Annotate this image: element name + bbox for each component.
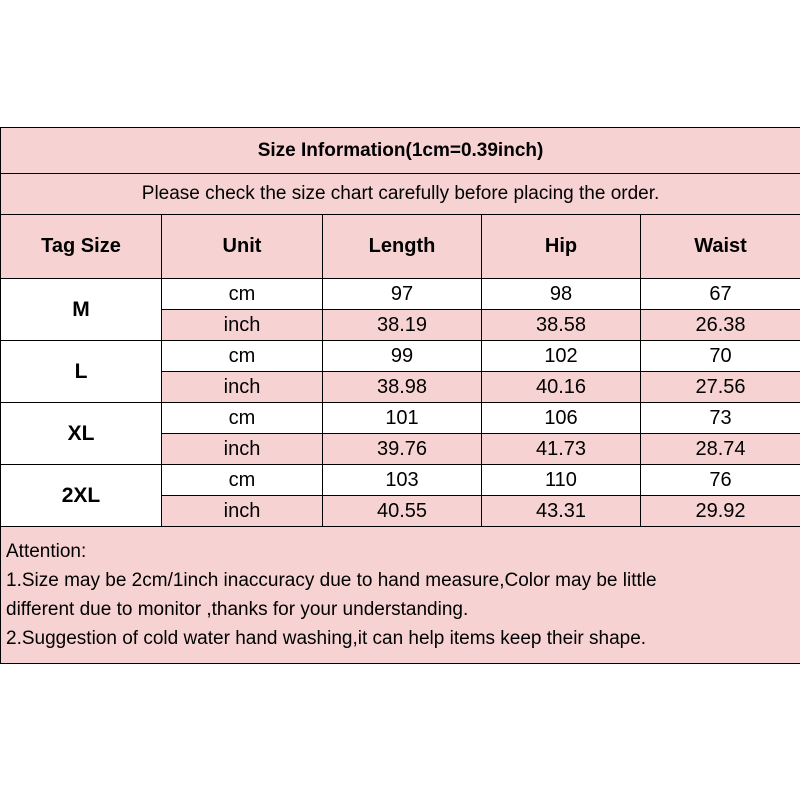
unit-cell: cm <box>162 341 323 372</box>
attention-line: 2.Suggestion of cold water hand washing,it can help items keep their shape. <box>6 628 647 649</box>
hip-cell: 106 <box>482 403 641 434</box>
size-chart-table <box>0 127 800 664</box>
waist-cell: 76 <box>641 465 800 496</box>
waist-cell: 67 <box>641 279 800 310</box>
unit-cell: cm <box>162 279 323 310</box>
length-cell: 101 <box>323 403 482 434</box>
waist-cell: 28.74 <box>641 434 800 465</box>
length-cell: 97 <box>323 279 482 310</box>
unit-cell: inch <box>162 434 323 465</box>
waist-cell: 73 <box>641 403 800 434</box>
attention-line: different due to monitor ,thanks for your understanding. <box>6 599 469 620</box>
length-cell: 99 <box>323 341 482 372</box>
tag-size-cell: L <box>1 341 162 403</box>
length-cell: 40.55 <box>323 496 482 527</box>
hip-cell: 43.31 <box>482 496 641 527</box>
header-tag-size: Tag Size <box>1 215 162 279</box>
unit-cell: inch <box>162 372 323 403</box>
hip-cell: 40.16 <box>482 372 641 403</box>
waist-cell: 26.38 <box>641 310 800 341</box>
chart-title: Size Information(1cm=0.39inch) <box>1 128 800 174</box>
hip-cell: 110 <box>482 465 641 496</box>
chart-subtitle: Please check the size chart carefully before placing the order. <box>1 174 800 215</box>
attention-line: 1.Size may be 2cm/1inch inaccuracy due to hand measure,Color may be little <box>6 570 657 591</box>
length-cell: 38.19 <box>323 310 482 341</box>
table-row <box>1 465 800 496</box>
tag-size-cell: 2XL <box>1 465 162 527</box>
length-cell: 39.76 <box>323 434 482 465</box>
waist-cell: 29.92 <box>641 496 800 527</box>
header-hip: Hip <box>482 215 641 279</box>
unit-cell: cm <box>162 403 323 434</box>
unit-cell: inch <box>162 310 323 341</box>
table-row <box>1 403 800 434</box>
hip-cell: 41.73 <box>482 434 641 465</box>
hip-cell: 38.58 <box>482 310 641 341</box>
header-length: Length <box>323 215 482 279</box>
hip-cell: 98 <box>482 279 641 310</box>
attention-notes <box>1 527 800 664</box>
unit-cell: cm <box>162 465 323 496</box>
header-unit: Unit <box>162 215 323 279</box>
length-cell: 38.98 <box>323 372 482 403</box>
unit-cell: inch <box>162 496 323 527</box>
tag-size-cell: XL <box>1 403 162 465</box>
table-row <box>1 279 800 310</box>
header-waist: Waist <box>641 215 800 279</box>
table-row <box>1 341 800 372</box>
waist-cell: 70 <box>641 341 800 372</box>
waist-cell: 27.56 <box>641 372 800 403</box>
length-cell: 103 <box>323 465 482 496</box>
attention-heading: Attention: <box>6 541 87 562</box>
tag-size-cell: M <box>1 279 162 341</box>
hip-cell: 102 <box>482 341 641 372</box>
